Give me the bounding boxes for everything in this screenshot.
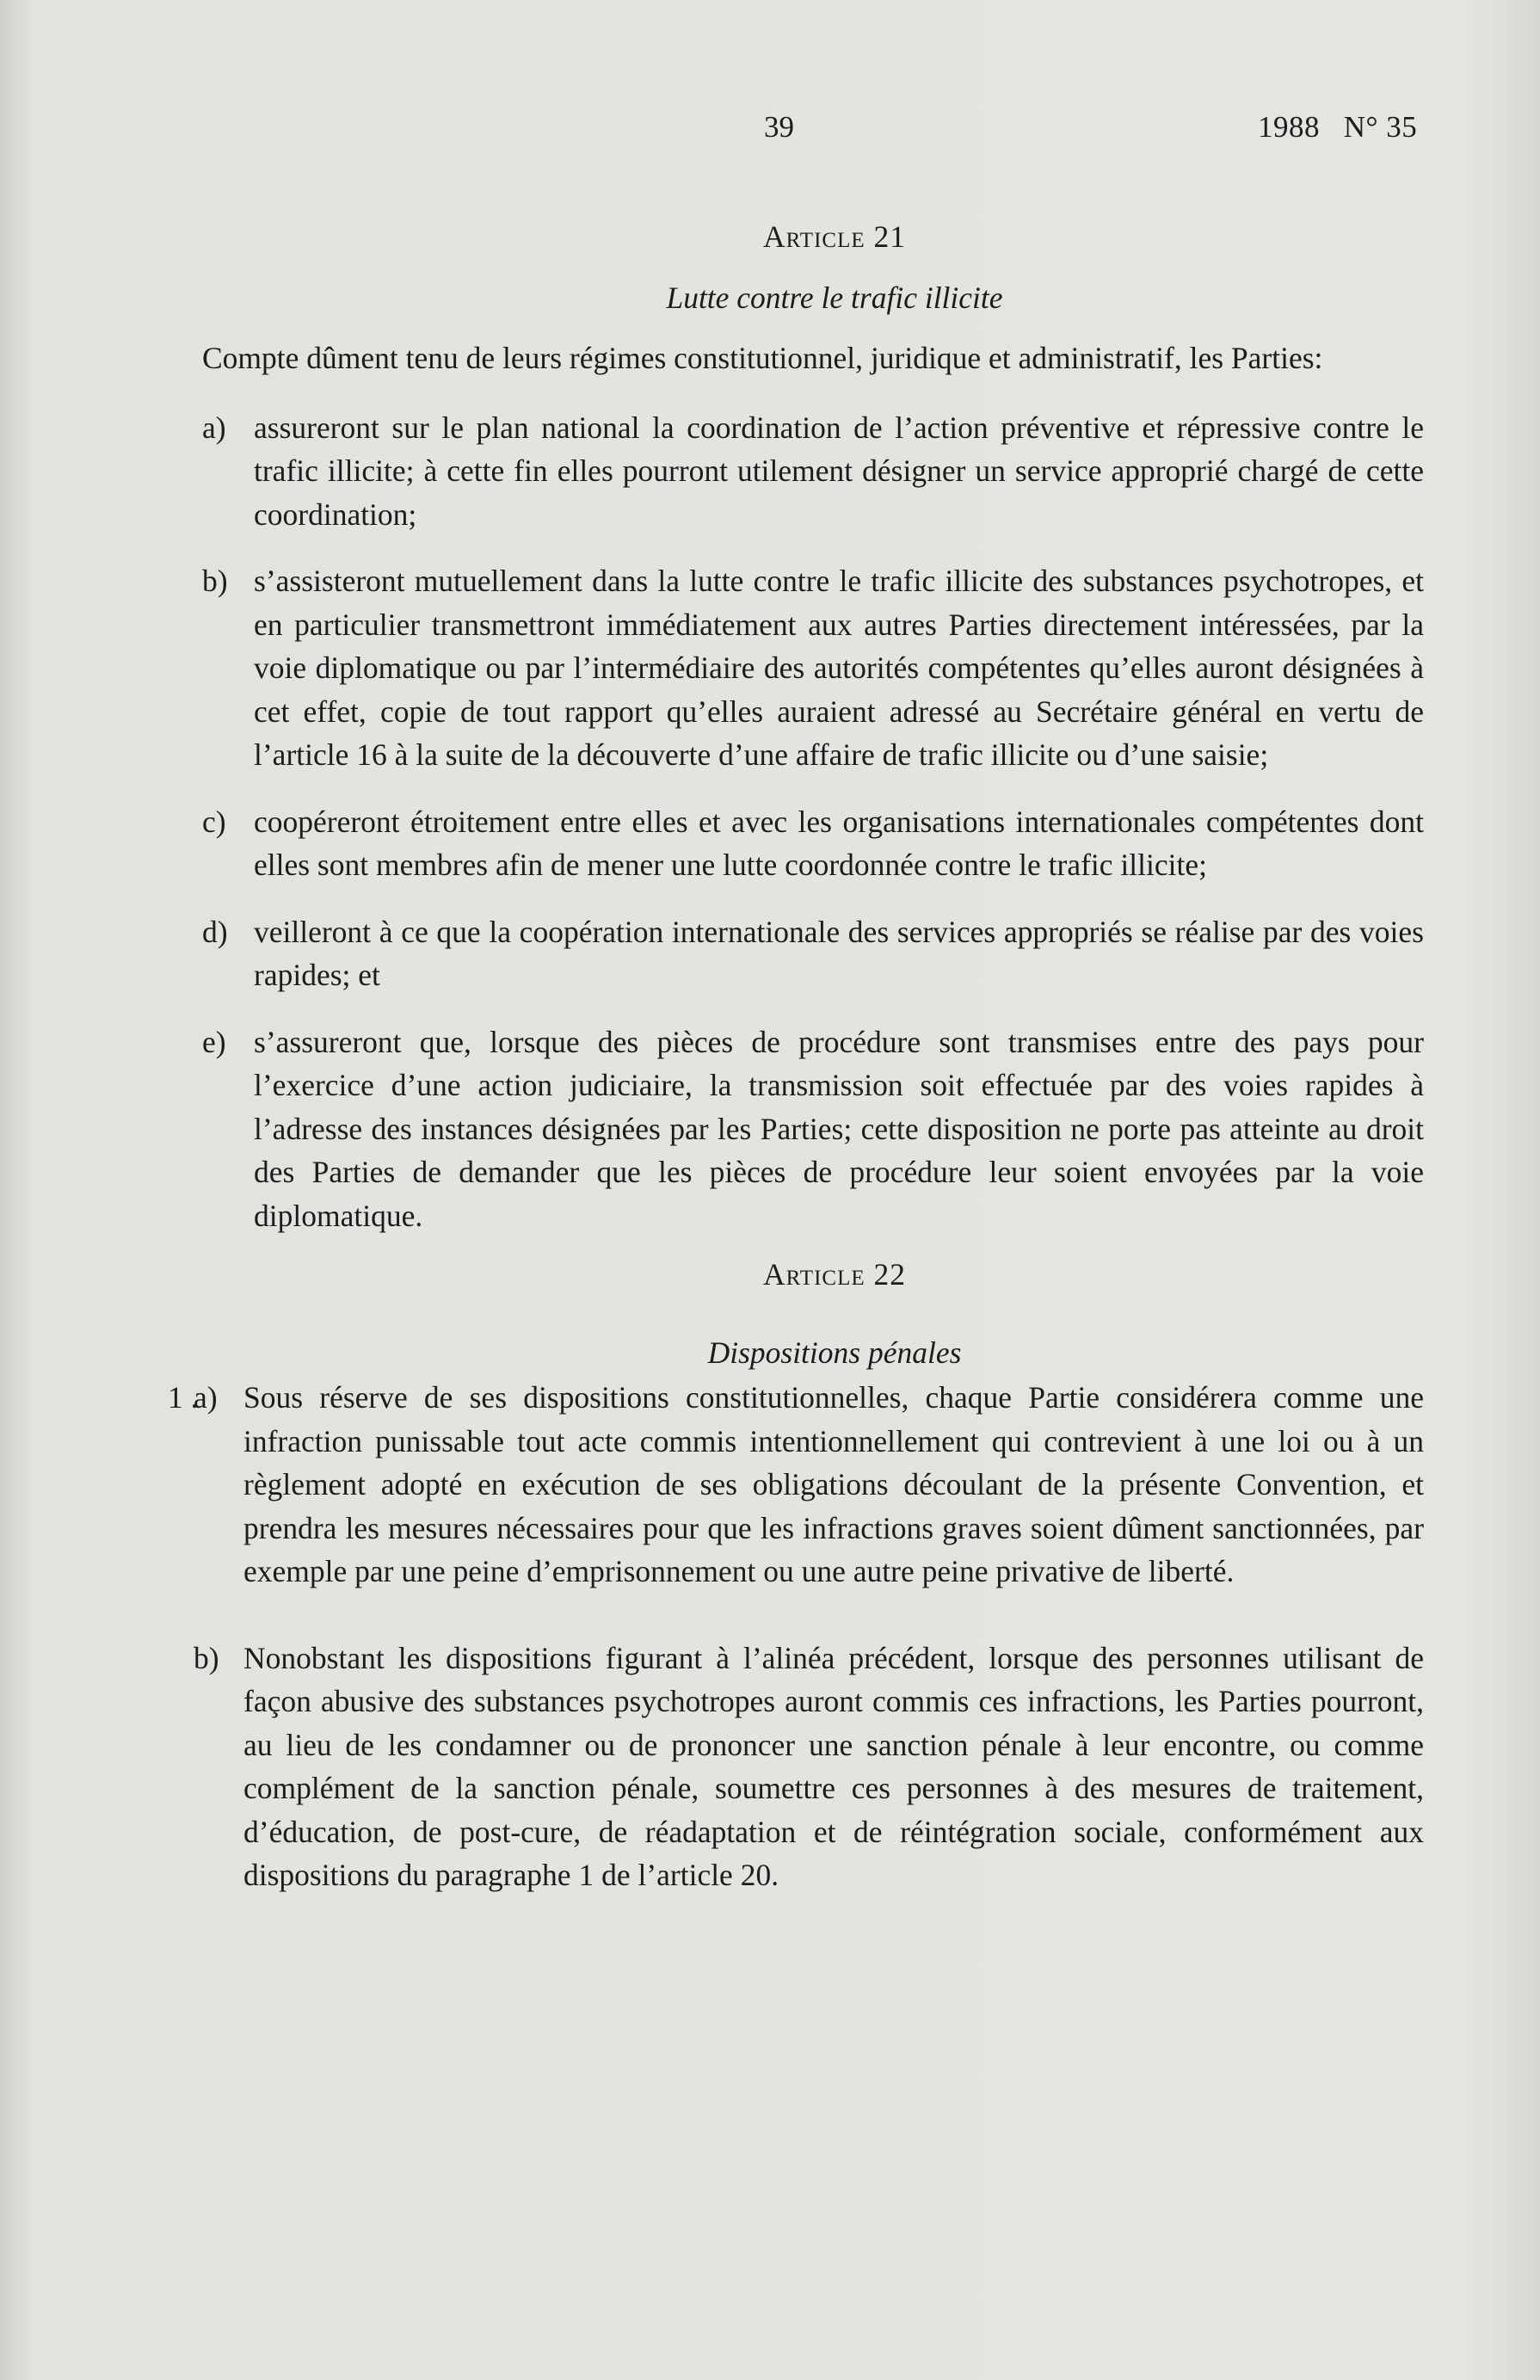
article-22-paragraph-1b — [176, 1637, 1424, 1897]
item-label: b) — [202, 564, 228, 598]
article-22-paragraph-1a — [168, 1376, 1424, 1594]
item-label: c) — [202, 804, 226, 839]
item-label: a) — [194, 1380, 218, 1415]
item-text: veilleront à ce que la coopération internationale des services appropriés se réalise par des voies rapides; et — [254, 914, 1424, 992]
item-label: d) — [202, 914, 228, 949]
article-21 — [176, 215, 1424, 1237]
article-22-heading: Article 22 — [763, 1257, 906, 1292]
article-21-subtitle: Lutte contre le trafic illicite — [666, 280, 1003, 315]
article-21-item-e — [176, 1020, 1424, 1238]
item-text: s’assureront que, lorsque des pièces de procédure sont transmises entre des pays pour l’exercice d’une action judiciaire, la transmission soit effectuée par des voies rapides à l’adresse des instances désignées par les Parties; cette disposition ne porte pas atteinte au droit des Parties de demander que les pièces de procédure leur soient envoyées par la voie diplomatique. — [254, 1024, 1424, 1233]
article-22-subtitle: Dispositions pénales — [707, 1335, 962, 1370]
item-text: Nonobstant les dispositions figurant à l’alinéa précédent, lorsque des personnes utilisant de façon abusive des substances psychotropes auront commis ces infractions, les Parties pourront, au lieu de les condamner ou de prononcer une sanction pénale à leur encontre, ou comme complément de la sanction pénale, soumettre ces personnes à des mesures de traitement, d’éducation, de post-cure, de réadaptation et de réintégration sociale, conformément aux dispositions du paragraphe 1 de l’article 20. — [243, 1640, 1424, 1892]
article-21-intro: Compte dûment tenu de leurs régimes constitutionnel, juridique et administratif, les Parties: — [202, 341, 1323, 375]
item-text: s’assisteront mutuellement dans la lutte contre le trafic illicite des substances psychotropes, et en particulier transmettront immédiatement aux autres Parties directement intéressées, par la voie diplomatique ou par l’intermédiaire des autorités compétentes qu’elles auront désignées à cet effet, copie de tout rapport qu’elles auraient adressé au Secrétaire général en vertu de l’article 16 à la suite de la découverte d’une affaire de trafic illicite ou d’une saisie; — [254, 564, 1424, 772]
article-21-item-c — [176, 800, 1424, 887]
paragraph-number: 1 . — [168, 1380, 199, 1415]
page-number: 39 — [764, 110, 794, 144]
item-text: coopéreront étroitement entre elles et avec les organisations internationales compétentes dont elles sont membres afin de mener une lutte coordonnée contre le trafic illicite; — [254, 804, 1424, 882]
article-21-heading: Article 21 — [763, 219, 906, 254]
year-issue-number: 1988 N° 35 — [1258, 110, 1418, 144]
item-text: assureront sur le plan national la coordination de l’action préventive et répressive contre le trafic illicite; à cette fin elles pourront utilement désigner un service approprié chargé de cette coordination; — [254, 410, 1424, 532]
document-body — [168, 215, 1424, 1940]
item-label: e) — [202, 1024, 226, 1059]
item-label: a) — [202, 410, 226, 445]
article-22 — [168, 1253, 1424, 1897]
article-21-item-b — [176, 559, 1424, 777]
item-text: Sous réserve de ses dispositions constitutionnelles, chaque Partie considérera comme une infraction punissable tout acte commis intentionnellement qui contrevient à une loi ou à un règlement adopté en exécution de ses obligations découlant de la présente Convention, et prendra les mesures nécessaires pour que les infractions graves soient dûment sanctionnées, par exemple par une peine d’emprisonnement ou une autre peine privative de liberté. — [243, 1380, 1424, 1588]
page-header — [0, 110, 1540, 153]
item-label: b) — [194, 1640, 219, 1675]
article-21-item-a — [176, 406, 1424, 537]
article-21-item-d — [176, 910, 1424, 997]
